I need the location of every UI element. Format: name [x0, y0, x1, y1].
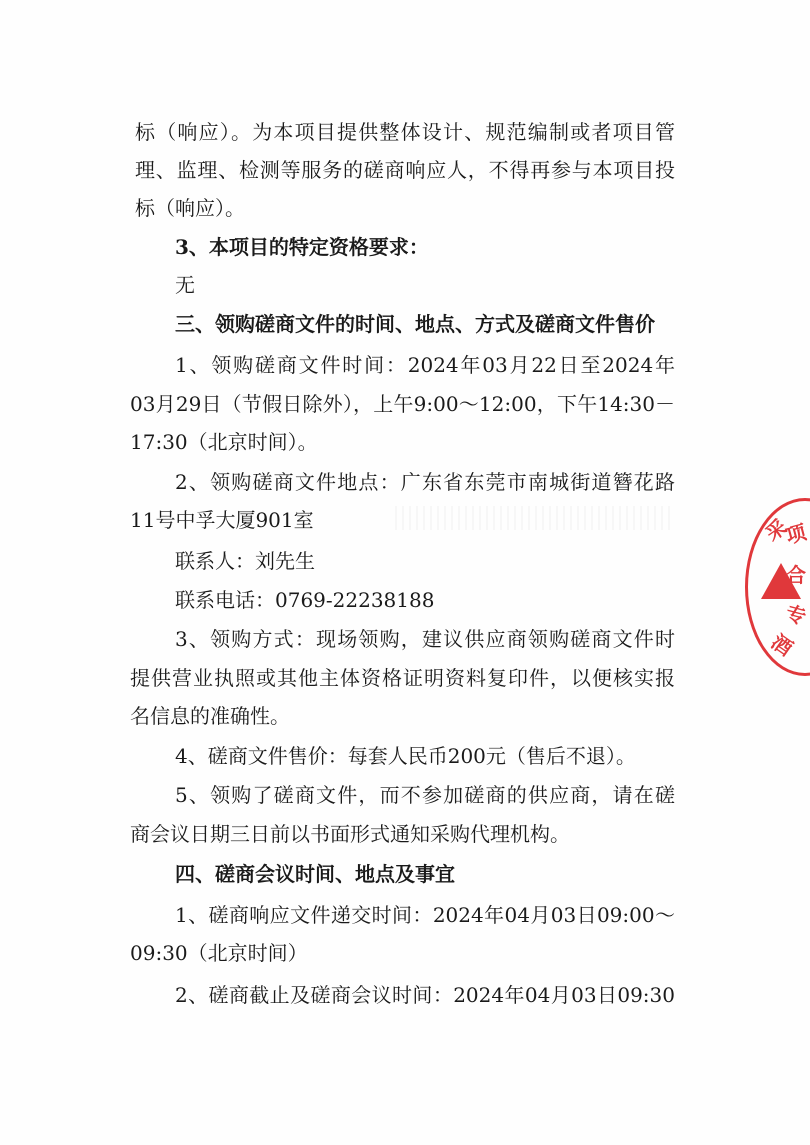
scan-noise	[395, 506, 675, 530]
seal-char-4: 专	[783, 600, 809, 630]
seal-char-5: 酒	[766, 629, 798, 661]
seal-char-3: 合	[786, 563, 806, 587]
document-page: 标（响应）。为本项目提供整体设计、规范编制或者项目管 理、监理、检测等服务的磋商响应人，不得再参与本项目投 标（响应）。 3、本项目的特定资格要求： 无 三、领购磋商文件的时间、地点、方式及磋商文件售价 1、领购磋商文件时间：2024年03月22日至2024年 03月29日（节假日除外），上午9:00～12:00，下午14:30－ 17:30（北京时间）。 2、领购磋商文件地点：广东省东莞市南城街道簪花路 11号中孚大厦901室 联系人：刘先生 联系电话：0769-22238188 3、领购方式：现场领购，建议供应商领购磋商文件时 提供营业执照或其他主体资格证明资料复印件，以便核实报 名信息的准确性。 4、磋商文件售价：每套人民币200元（售后不退）。 5、领购了磋商文件，而不参加磋商的供应商，请在磋 商会议日期三日前以书面形式通知采购代理机构。 四、磋商会议时间、地点及事宜 1、磋商响应文件递交时间：2024年04月03日09:00～ 09:30（北京时间） 2、磋商截止及磋商会议时间：2024年04月03日09:30 采 项 合 专 酒	[0, 0, 810, 1145]
seal-char-2: 项	[783, 519, 809, 549]
seal-char-1: 采	[760, 514, 792, 546]
